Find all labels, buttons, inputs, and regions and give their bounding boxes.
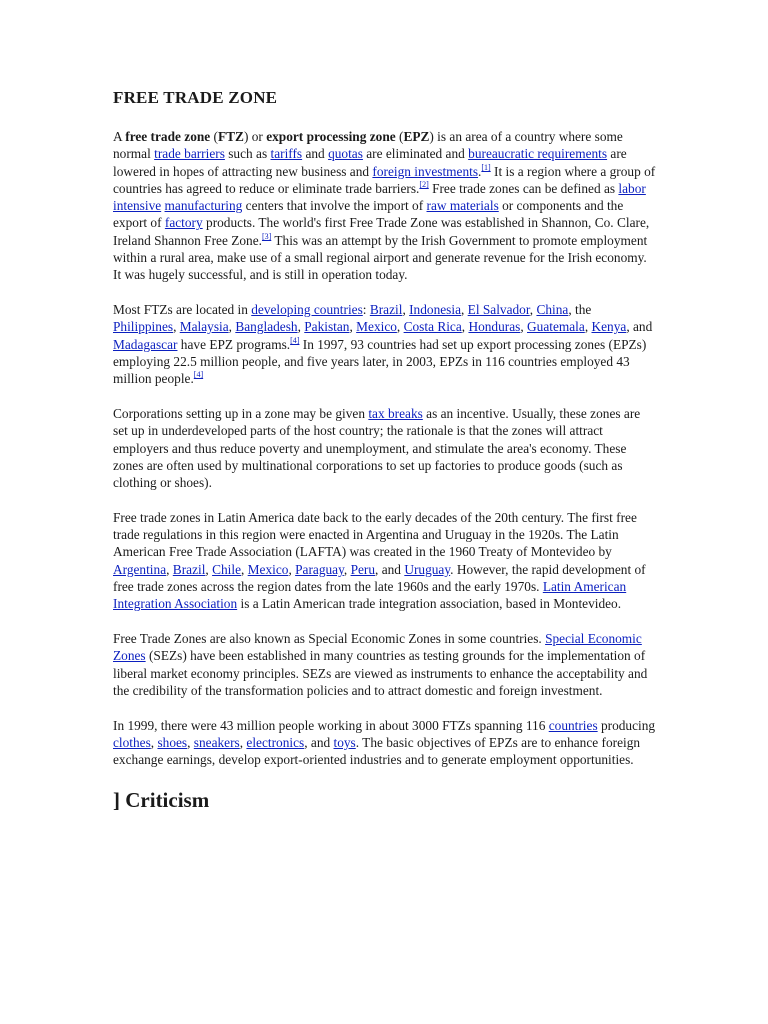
link-costa-rica[interactable]: Costa Rica: [403, 319, 462, 335]
link-el-salvador[interactable]: El Salvador: [467, 302, 530, 318]
link-foreign-investments[interactable]: foreign investments: [372, 163, 479, 179]
paragraph-locations: Most FTZs are located in developing countries: Brazil, Indonesia, El Salvador, China, the Philippines, Malaysia, Bangladesh, Pakistan, Mexico, Costa Rica, Honduras, Guatemala, Kenya, and Madagascar have EPZ programs.[4] In 1997, 93 countries had set up export processing zones (EPZs) employing 22.5 million people, and five years later, in 2003, EPZs in 116 countries employed 43 million people.[4]: [113, 302, 653, 387]
link-bangladesh[interactable]: Bangladesh: [235, 319, 298, 335]
bold-term: FTZ: [218, 129, 244, 144]
link-labor-intensive[interactable]: labor intensive: [113, 180, 646, 214]
paragraph-statistics-1999: In 1999, there were 43 million people working in about 3000 FTZs spanning 116 countries producing clothes, shoes, sneakers, electronics, and toys. The basic objectives of EPZs are to enhance foreign exchange earnings, develop export-oriented industries and to generate employment opportunities.: [113, 717, 656, 768]
link-countries[interactable]: countries: [548, 717, 598, 733]
link-uruguay[interactable]: Uruguay: [404, 561, 451, 577]
link-brazil[interactable]: Brazil: [172, 561, 206, 577]
link-tariffs[interactable]: tariffs: [270, 146, 303, 162]
link-china[interactable]: China: [536, 302, 569, 318]
link-kenya[interactable]: Kenya: [591, 319, 627, 335]
link-honduras[interactable]: Honduras: [468, 319, 521, 335]
link-pakistan[interactable]: Pakistan: [304, 319, 350, 335]
link-quotas[interactable]: quotas: [328, 146, 363, 162]
link-chile[interactable]: Chile: [212, 561, 241, 577]
citation-link[interactable]: [3]: [261, 231, 272, 241]
paragraph-special-economic-zones: Free Trade Zones are also known as Special Economic Zones in some countries. Special Economic Zones (SEZs) have been established in many countries as testing grounds for the implementation of liberal market economy principles. SEZs are viewed as instruments to enhance the acceptability and the credibility of the transformation policies and to attract domestic and foreign investment.: [113, 630, 648, 698]
citation-link[interactable]: [1]: [481, 162, 491, 172]
link-bureaucratic-requirements[interactable]: bureaucratic requirements: [468, 146, 608, 162]
link-developing-countries[interactable]: developing countries: [251, 302, 363, 318]
citation-link[interactable]: [4]: [290, 335, 300, 345]
link-brazil[interactable]: Brazil: [369, 302, 403, 318]
link-special-economic-zones[interactable]: Special Economic Zones: [113, 630, 642, 664]
link-malaysia[interactable]: Malaysia: [179, 319, 229, 335]
link-sneakers[interactable]: sneakers: [193, 734, 240, 750]
page-title: FREE TRADE ZONE: [113, 88, 278, 107]
bold-term: free trade zone: [125, 129, 211, 144]
link-latin-american-integration-association[interactable]: Latin American Integration Association: [113, 579, 627, 612]
link-trade-barriers[interactable]: trade barriers: [154, 146, 225, 162]
link-factory[interactable]: factory: [164, 215, 203, 231]
link-tax-breaks[interactable]: tax breaks: [368, 405, 423, 421]
link-guatemala[interactable]: Guatemala: [527, 319, 585, 335]
link-electronics[interactable]: electronics: [246, 734, 305, 750]
link-argentina[interactable]: Argentina: [113, 561, 167, 577]
section-heading-criticism: ] Criticism: [113, 788, 210, 813]
link-clothes[interactable]: clothes: [113, 734, 151, 750]
bold-term: EPZ: [403, 129, 430, 144]
paragraph-latin-america: Free trade zones in Latin America date back to the early decades of the 20th century. The first free trade regulations in this region were enacted in Argentina and Uruguay in the 1920s. The Latin American Free Trade Association (LAFTA) was created in the 1960 Treaty of Montevideo by Argentina, Brazil, Chile, Mexico, Paraguay, Peru, and Uruguay. However, the rapid development of free trade zones across the region dates from the late 1960s and the early 1970s. Latin American Integration Association is a Latin American trade integration association, based in Montevideo.: [113, 509, 646, 612]
bold-term: export processing zone: [266, 129, 396, 144]
citation-link[interactable]: [2]: [419, 179, 429, 189]
link-shoes[interactable]: shoes: [157, 734, 188, 750]
link-paraguay[interactable]: Paraguay: [295, 561, 344, 577]
link-madagascar[interactable]: Madagascar: [113, 336, 178, 352]
paragraph-incentives: Corporations setting up in a zone may be given tax breaks as an incentive. Usually, these zones are set up in underdeveloped parts of the host country; the rationale is that the zones will attract employers and thus reduce poverty and unemployment, and stimulate the area's economy. These zones are often used by multinational corporations to set up factories to produce goods (such as clothing or shoes).: [113, 405, 641, 491]
link-manufacturing[interactable]: manufacturing: [164, 198, 243, 214]
link-mexico[interactable]: Mexico: [247, 561, 289, 577]
document-page: [113, 88, 658, 813]
link-raw-materials[interactable]: raw materials: [426, 198, 499, 214]
link-peru[interactable]: Peru: [350, 561, 376, 577]
citation-link[interactable]: [4]: [193, 370, 204, 380]
link-philippines[interactable]: Philippines: [113, 319, 174, 335]
link-toys[interactable]: toys: [333, 734, 356, 750]
link-mexico[interactable]: Mexico: [356, 319, 397, 335]
link-indonesia[interactable]: Indonesia: [409, 302, 461, 318]
paragraph-definition: A free trade zone (FTZ) or export processing zone (EPZ) is an area of a country where some normal trade barriers such as tariffs and quotas are eliminated and bureaucratic requirements are lowered in hopes of attracting new business and foreign investments.[1] It is a region where a group of countries has agreed to reduce or eliminate trade barriers.[2] Free trade zones can be defined as labor intensive manufacturing centers that involve the import of raw materials or components and the export of factory products. The world's first Free Trade Zone was established in Shannon, Co. Clare, Ireland Shannon Free Zone.[3] This was an attempt by the Irish Government to promote employment within a rural area, make use of a small regional airport and generate revenue for the Irish economy. It was hugely successful, and is still in operation today.: [113, 129, 656, 283]
